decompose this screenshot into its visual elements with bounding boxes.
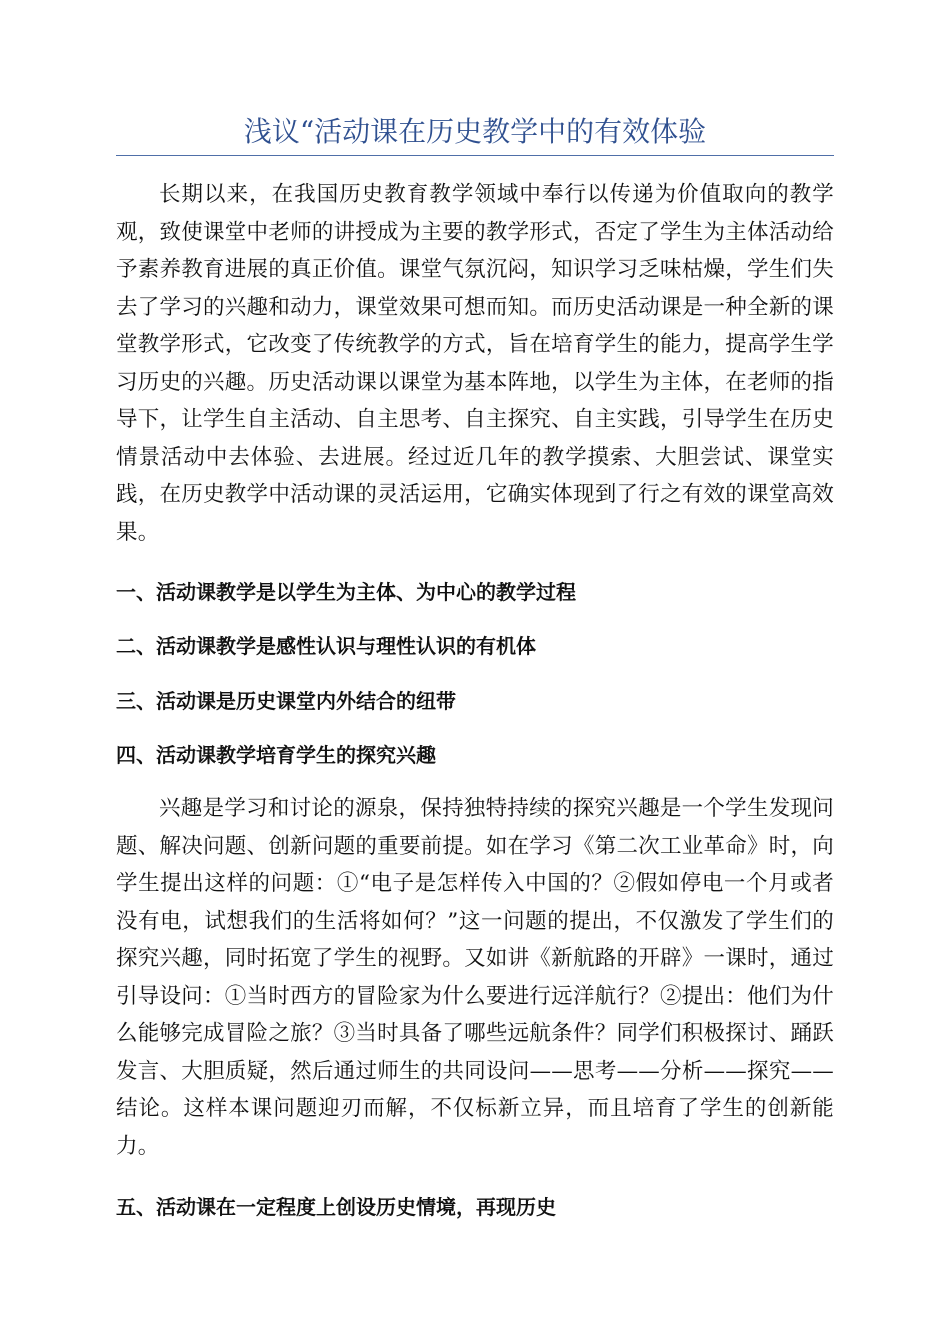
document-title: 浅议“活动课在历史教学中的有效体验: [243, 115, 707, 148]
section4-paragraph: 兴趣是学习和讨论的源泉，保持独特持续的探究兴趣是一个学生发现问题、解决问题、创新问题的重要前提。如在学习《第二次工业革命》时，向学生提出这样的问题：①“电子是怎样传入中国的？②假如停电一个月或者没有电，试想我们的生活将如何？”这一问题的提出，不仅激发了学生们的探究兴趣，同时拓宽了学生的视野。又如讲《新航路的开辟》一课时，通过引导设问：①当时西方的冒险家为什么要进行远洋航行？②提出：他们为什么能够完成冒险之旅？③当时具备了哪些远航条件？同学们积极探讨、踊跃发言、大胆质疑，然后通过师生的共同设问——思考——分析——探究——结论。这样本课问题迎刃而解，不仅标新立异，而且培育了学生的创新能力。: [116, 796, 834, 1159]
intro-paragraph: 长期以来，在我国历史教育教学领域中奉行以传递为价值取向的教学观，致使课堂中老师的讲授成为主要的教学形式，否定了学生为主体活动给予素养教育进展的真正价值。课堂气氛沉闷，知识学习乏味枯燥，学生们失去了学习的兴趣和动力，课堂效果可想而知。而历史活动课是一种全新的课堂教学形式，它改变了传统教学的方式，旨在培育学生的能力，提高学生学习历史的兴趣。历史活动课以课堂为基本阵地，以学生为主体，在老师的指导下，让学生自主活动、自主思考、自主探究、自主实践，引导学生在历史情景活动中去体验、去进展。经过近几年的教学摸索、大胆尝试、课堂实践，在历史教学中活动课的灵活运用，它确实体现到了行之有效的课堂高效果。: [116, 182, 834, 545]
section-heading-4: 四、活动课教学培育学生的探究兴趣: [116, 743, 436, 767]
section-heading-5: 五、活动课在一定程度上创设历史情境，再现历史: [116, 1195, 556, 1219]
section-heading-1: 一、活动课教学是以学生为主体、为中心的教学过程: [116, 580, 576, 604]
section-heading-3: 三、活动课是历史课堂内外结合的纽带: [116, 689, 456, 713]
title-underline: [116, 155, 834, 156]
section-heading-2: 二、活动课教学是感性认识与理性认识的有机体: [116, 634, 536, 658]
